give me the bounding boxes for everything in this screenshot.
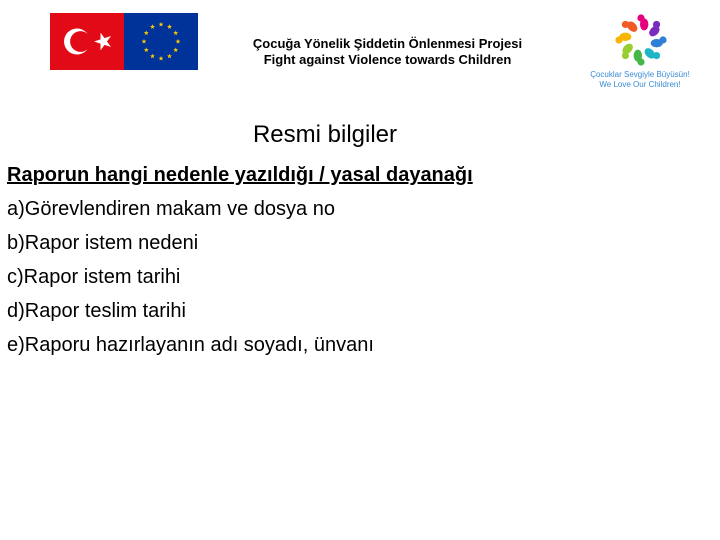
list-item: c)Rapor istem tarihi (7, 266, 181, 288)
slogan-tr: Çocuklar Sevgiyle Büyüsün! (590, 70, 690, 79)
project-title (210, 36, 565, 68)
project-title-en: Fight against Violence towards Children (263, 52, 512, 67)
list-item: e)Raporu hazırlayanın adı soyadı, ünvanı (7, 334, 374, 356)
content-list (7, 158, 707, 362)
slogan (560, 70, 720, 90)
child-body-icon (619, 33, 631, 41)
child-body-icon (640, 18, 648, 30)
child-body-icon (634, 50, 642, 62)
list-item: b)Rapor istem nedeni (7, 232, 199, 254)
page-heading: Resmi bilgiler (252, 121, 398, 148)
project-title-tr: Çocuğa Yönelik Şiddetin Önlenmesi Projesi (252, 36, 523, 51)
turkey-flag-icon (50, 13, 124, 70)
slogan-en: We Love Our Children! (599, 80, 681, 89)
list-item: a)Görevlendiren makam ve dosya no (7, 198, 335, 220)
eu-flag-icon (124, 13, 198, 70)
lead-line: Raporun hangi nedenle yazıldığı / yasal dayanağı (7, 164, 473, 186)
children-circle-logo-icon (612, 12, 670, 68)
child-body-icon (651, 39, 663, 47)
list-item: d)Rapor teslim tarihi (7, 300, 186, 322)
